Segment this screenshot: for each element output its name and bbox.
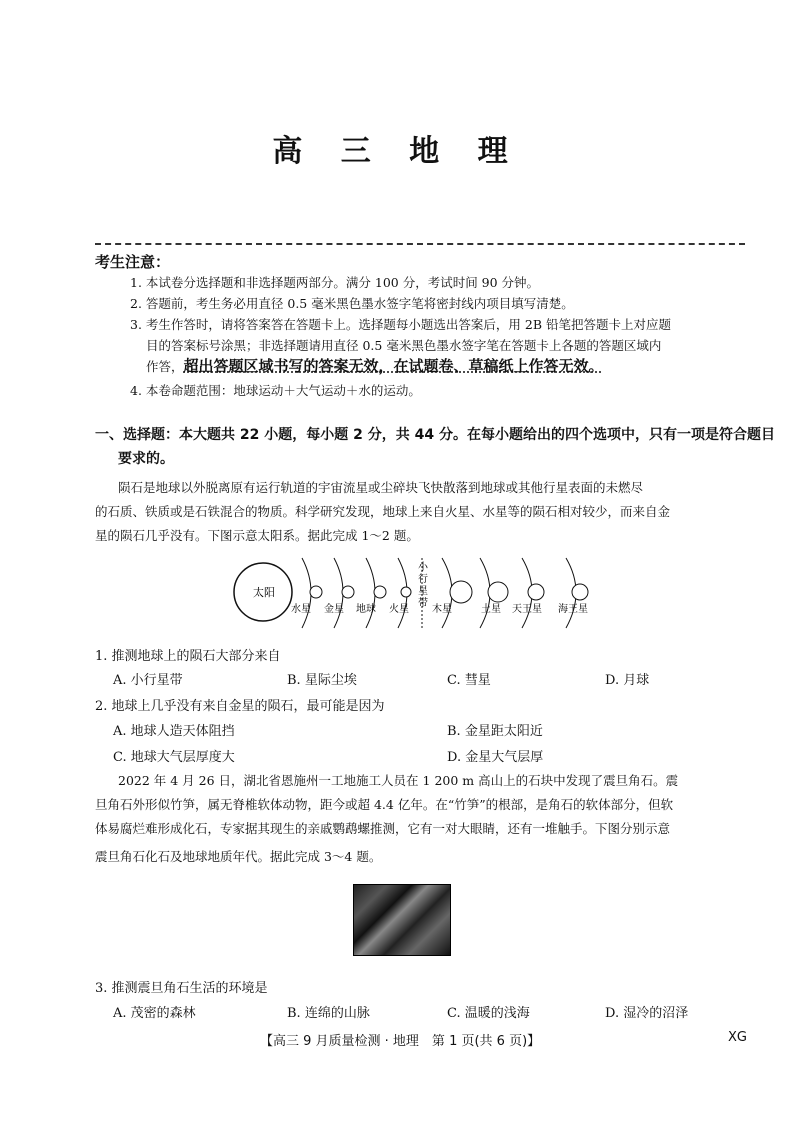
notice-item-1: 1. 本试卷分选择题和非选择题两部分。满分 100 分，考试时间 90 分钟。 [130,275,540,290]
planet-uranus [528,584,544,600]
footer-code: XG [728,1030,747,1045]
passage2-line3: 体易腐烂难形成化石，专家据其现生的亲戚鹦鹉螺推测，它有一对大眼睛，还有一堆触手。下图分别示意 [95,821,671,836]
notice-warning: 超出答题区域书写的答案无效，在试题卷、草稿纸上作答无效。 [183,357,604,375]
passage2-line2: 旦角石外形似竹笋，属无脊椎软体动物，距今或超 4.4 亿年。在“竹笋”的根部，是角石的软体部分，但软 [95,797,674,812]
label-jupiter: 木星 [432,604,452,615]
q3-option-d: D. 湿冷的沼泽 [605,1006,689,1021]
planet-jupiter [450,581,472,603]
planet-earth [374,586,386,598]
passage1-line3: 星的陨石几乎没有。下图示意太阳系。据此完成 1～2 题。 [95,528,419,543]
section-heading: 一、选择题：本大题共 22 小题，每小题 2 分，共 44 分。在每小题给出的四个选项中，只有一项是符合题目 [95,427,775,443]
notice-item-2: 2. 答题前，考生务必用直径 0.5 毫米黑色墨水签字笔将密封线内项目填写清楚。 [130,296,574,311]
label-earth: 地球 [356,604,376,615]
solar-system-diagram [230,554,620,634]
planet-saturn [488,582,508,602]
q1-stem: 1. 推测地球上的陨石大部分来自 [95,649,281,664]
belt-char-1: 小 [418,562,428,573]
planet-venus [342,586,354,598]
planet-mercury [310,586,322,598]
q2-option-d: D. 金星大气层厚 [447,750,544,765]
belt-char-2: 行 [418,574,428,585]
q3-option-c: C. 温暖的浅海 [447,1006,530,1021]
label-venus: 金星 [324,604,344,615]
q2-stem: 2. 地球上几乎没有来自金星的陨石，最可能是因为 [95,699,385,714]
notice-heading: 考生注意： [95,253,171,271]
q3-stem: 3. 推测震旦角石生活的环境是 [95,981,268,996]
q2-option-a: A. 地球人造天体阻挡 [113,724,235,739]
q1-option-c: C. 彗星 [447,673,491,688]
belt-char-4: 带 [418,598,428,609]
page-footer: 【高三 9 月质量检测 · 地理 第 1 页(共 6 页)】 [260,1034,541,1049]
label-uranus: 天王星 [512,604,542,615]
fossil-photo [353,884,451,956]
planet-mars [401,587,411,597]
belt-char-3: 星 [418,586,428,597]
notice-item-3: 3. 考生作答时，请将答案答在答题卡上。选择题每小题选出答案后，用 2B 铅笔把答题卡上对应题 [130,317,671,332]
label-mercury: 水星 [291,604,311,615]
passage2-line1: 2022 年 4 月 26 日，湖北省恩施州一工地施工人员在 1 200 m 高山上的石块中发现了震旦角石。震 [118,773,679,788]
notice-item-4: 4. 本卷命题范围：地球运动＋大气运动＋水的运动。 [130,383,421,398]
q1-option-d: D. 月球 [605,673,650,688]
planet-neptune [572,584,588,600]
label-saturn: 土星 [481,604,501,615]
passage1-line1: 陨石是地球以外脱离原有运行轨道的宇宙流星或尘碎块飞快散落到地球或其他行星表面的未燃尽 [118,480,644,495]
notice-item-3-end [146,356,604,377]
q1-option-a: A. 小行星带 [113,673,183,688]
q3-option-b: B. 连绵的山脉 [287,1006,370,1021]
label-mars: 火星 [389,604,409,615]
notice-item-3-cont: 目的答案标号涂黑；非选择题请用直径 0.5 毫米黑色墨水签字笔在答题卡上各题的答题区域内 [146,338,662,353]
label-neptune: 海王星 [558,604,588,615]
page-title: 高 三 地 理 [272,134,522,169]
passage1-line2: 的石质、铁质或是石铁混合的物质。科学研究发现，地球上来自火星、水星等的陨石相对较少，而来自金 [95,504,671,519]
q2-option-c: C. 地球大气层厚度大 [113,750,235,765]
sun-label: 太阳 [253,586,275,599]
passage2-line4: 震旦角石化石及地球地质年代。据此完成 3～4 题。 [95,849,382,864]
q1-option-b: B. 星际尘埃 [287,673,357,688]
notice-item-3-end-text: 作答， [146,359,184,374]
section-heading-cont: 要求的。 [118,451,174,467]
divider [95,243,745,245]
q2-option-b: B. 金星距太阳近 [447,724,543,739]
q3-option-a: A. 茂密的森林 [113,1006,196,1021]
